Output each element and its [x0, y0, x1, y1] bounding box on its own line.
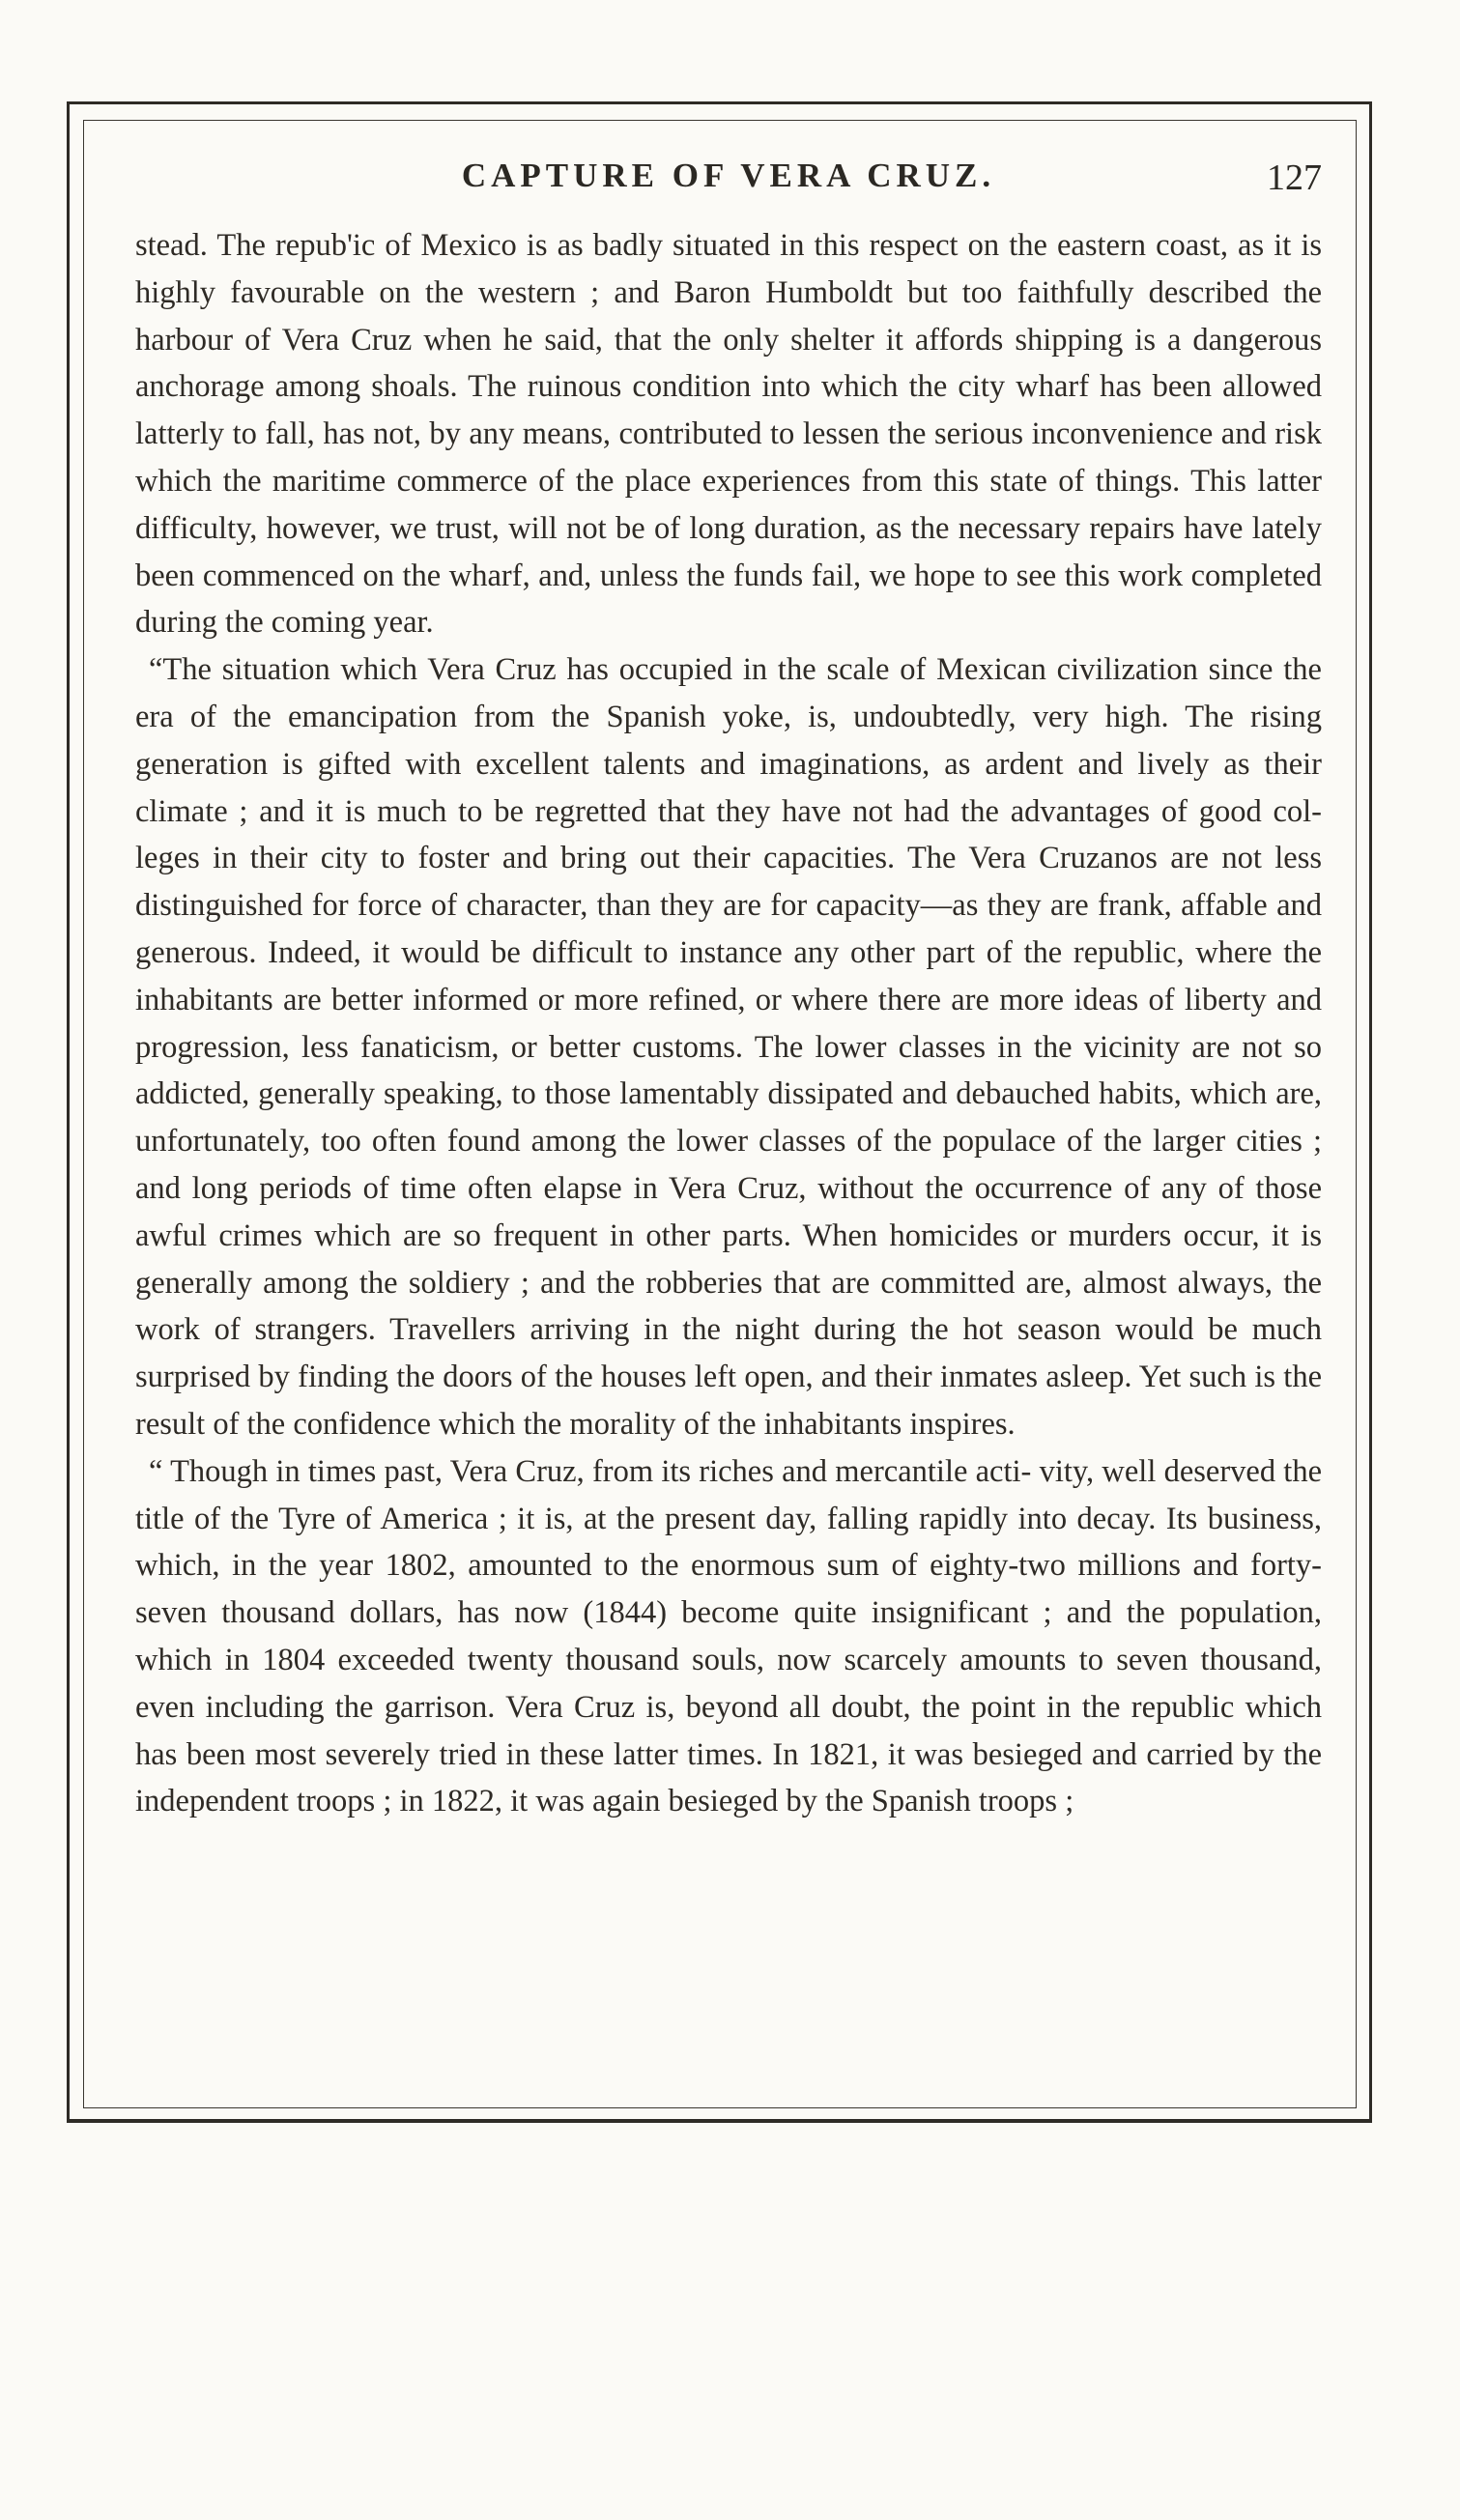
body-text — [135, 222, 1322, 1825]
page-number: 127 — [1267, 158, 1322, 198]
paragraph: “The situation which Vera Cruz has occupied in the scale of Mexican civilization since the era of the emancipation from the Spanish yoke, is, undoubtedly, very high. The rising generation is gifted with excellent talents and imaginations, as ardent and lively as their climate ; and it is much to be regretted that they have not had the advantages of good col- leges in their city to foster and bring out their capacities. The Vera Cruzanos are not less distinguished for force of character, than they are for capacity—as they are frank, affable and generous. Indeed, it would be difficult to instance any other part of the republic, where the inhabitants are better informed or more refined, or where there are more ideas of liberty and progression, less fanaticism, or better customs. The lower classes in the vicinity are not so addicted, generally speaking, to those lamentably dissipated and debauched habits, which are, unfortunately, too often found among the lower classes of the populace of the larger cities ; and long periods of time often elapse in Vera Cruz, without the occurrence of any of those awful crimes which are so frequent in other parts. When homicides or murders occur, it is generally among the soldiery ; and the robberies that are committed are, almost always, the work of strangers. Travellers arriving in the night during the hot season would be much surprised by finding the doors of the houses left open, and their inmates asleep. Yet such is the result of the confidence which the morality of the inhabitants inspires. — [135, 652, 1322, 1442]
paragraph: “ Though in times past, Vera Cruz, from its riches and mercantile acti- vity, well deserved the title of the Tyre of America ; it is, at the present day, falling rapidly into decay. Its business, which, in the year 1802, amounted to the enormous sum of eighty-two millions and forty-seven thousand dollars, has now (1844) become quite insignificant ; and the population, which in 1804 exceeded twenty thousand souls, now scarcely amounts to seven thousand, even including the garrison. Vera Cruz is, beyond all doubt, the point in the republic which has been most severely tried in these latter times. In 1821, it was besieged and carried by the independent troops ; in 1822, it was again besieged by the Spanish troops ; — [135, 1453, 1322, 1819]
paragraph: stead. The repub'ic of Mexico is as badly situated in this respect on the eastern coast, as it is highly favourable on the western ; and Baron Humboldt but too faithfully described the harbour of Vera Cruz when he said, that the only shelter it affords shipping is a dangerous anchorage among shoals. The ruinous condition into which the city wharf has been allowed latterly to fall, has not, by any means, contributed to lessen the serious inconvenience and risk which the maritime commerce of the place experiences from this state of things. This latter difficulty, however, we trust, will not be of long duration, as the necessary repairs have lately been commenced on the wharf, and, unless the funds fail, we hope to see this work completed during the coming year. — [135, 228, 1322, 641]
running-head: CAPTURE OF VERA CRUZ. — [461, 157, 996, 194]
page-header — [135, 157, 1322, 205]
